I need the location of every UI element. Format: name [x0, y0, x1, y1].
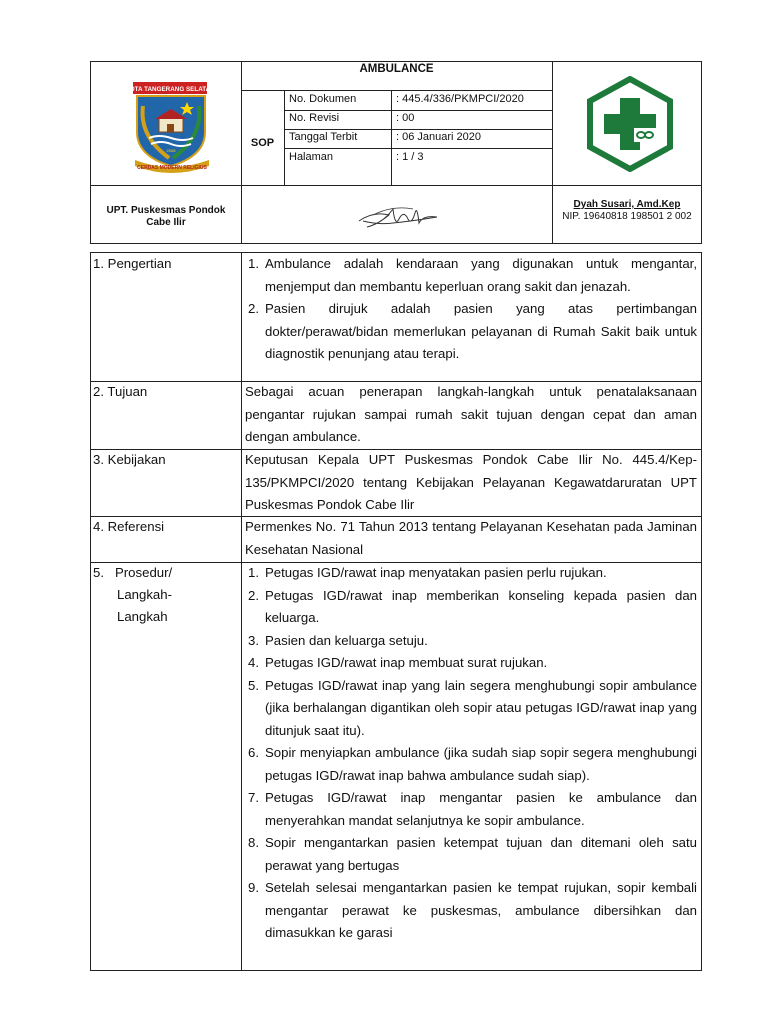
field-value-no-revisi: : 00 — [396, 112, 415, 124]
field-value-tanggal-terbit: : 06 Januari 2020 — [396, 131, 482, 143]
list-item: 7. Petugas IGD/rawat inap mengantar pasien ke ambulance dan menyerahkan mandat selanjutnya ke sopir ambulance. — [248, 790, 697, 828]
sop-label: SOP — [250, 137, 275, 149]
city-emblem-logo — [129, 76, 215, 176]
field-value-no-dokumen: : 445.4/336/PKMPCI/2020 — [396, 93, 524, 105]
signer-nip: NIP. 19640818 198501 2 002 — [562, 211, 692, 222]
section-label-prosedur-line2: Langkah- — [117, 587, 172, 602]
section-label-prosedur-line3: Langkah — [117, 609, 168, 624]
section-content-prosedur — [245, 562, 697, 945]
section-content-pengertian — [245, 253, 697, 381]
list-item: 2. Pasien dirujuk adalah pasien yang atas pertimbangan dokter/perawat/bidan memerlukan pelayanan di Rumah Sakit baik untuk diagnostik penunjang atau terapi. — [248, 301, 697, 361]
section-label-prosedur: 5. Prosedur/ — [93, 565, 173, 580]
list-item: 1. Ambulance adalah kendaraan yang digunakan untuk mengantar, menjemput dan membantu keperluan orang sakit dan jenazah. — [248, 256, 697, 294]
section-content-kebijakan: Keputusan Kepala UPT Puskesmas Pondok Cabe Ilir No. 445.4/Kep-135/PKMPCI/2020 tentang Kebijakan Pelayanan Kegawatdaruratan UPT Puskesmas Pondok Cabe Ilir — [245, 452, 697, 512]
header-divider — [284, 129, 552, 130]
list-item: 4. Petugas IGD/rawat inap membuat surat rujukan. — [248, 655, 548, 670]
field-label-tanggal-terbit: Tanggal Terbit — [289, 131, 358, 143]
header-divider — [284, 148, 552, 149]
sop-content-table — [90, 252, 702, 971]
field-label-no-revisi: No. Revisi — [289, 112, 340, 124]
section-label-pengertian: 1. Pengertian — [93, 256, 172, 271]
field-value-halaman: : 1 / 3 — [396, 151, 424, 163]
list-item: 2. Petugas IGD/rawat inap memberikan konseling kepada pasien dan keluarga. — [248, 587, 697, 625]
field-label-halaman: Halaman — [289, 151, 334, 163]
org-name-line1: UPT. Puskesmas Pondok — [106, 205, 226, 216]
field-label-no-dokumen: No. Dokumen — [289, 93, 357, 105]
list-item: 3. Pasien dan keluarga setuju. — [248, 632, 428, 648]
list-item: 8. Sopir mengantarkan pasien ketempat tujuan dan ditemani oleh satu perawat yang bertugas — [248, 835, 697, 873]
org-name-line2: Cabe Ilir — [146, 217, 186, 228]
header-divider — [391, 90, 392, 185]
header-divider — [284, 90, 285, 185]
list-item: 1. Petugas IGD/rawat inap menyatakan pasien perlu rujukan. — [248, 565, 607, 580]
list-item: 9. Setelah selesai mengantarkan pasien ke tempat rujukan, sopir kembali mengantar perawat ke puskesmas, ambulance dibersihkan dan dimasukkan ke garasi — [248, 880, 697, 940]
handwritten-signature — [353, 197, 443, 237]
section-label-tujuan: 2. Tujuan — [93, 384, 148, 399]
table-divider — [241, 253, 242, 970]
section-content-referensi: Permenkes No. 71 Tahun 2013 tentang Pelayanan Kesehatan pada Jaminan Kesehatan Nasional — [245, 519, 697, 557]
emblem-banner-text: KOTA TANGERANG SELATAN — [129, 86, 215, 93]
document-header — [90, 61, 702, 244]
section-label-kebijakan: 3. Kebijakan — [93, 452, 166, 467]
list-item: 5. Petugas IGD/rawat inap yang lain segera menghubungi sopir ambulance (jika berhalangan digantikan oleh sopir atau petugas IGD/rawat inap yang ditunjuk saat itu). — [248, 677, 697, 738]
header-divider — [91, 185, 701, 186]
list-item: 6. Sopir menyiapkan ambulance (jika sudah siap sopir segera menghubungi petugas IGD/rawat inap bahwa ambulance sudah siap). — [248, 745, 697, 783]
section-label-referensi: 4. Referensi — [93, 519, 165, 534]
puskesmas-logo — [582, 76, 678, 172]
section-content-tujuan: Sebagai acuan penerapan langkah-langkah untuk penatalaksanaan pengantar rujukan sampai rumah sakit tujuan dengan cepat dan aman dengan ambulance. — [245, 384, 697, 444]
emblem-motto-text: CERDAS MODERN RELIGIUS — [137, 165, 207, 171]
signer-name: Dyah Susari, Amd.Kep — [573, 199, 681, 210]
header-divider — [241, 90, 552, 91]
emblem-year-text: 2008 — [166, 148, 176, 153]
header-divider — [284, 110, 552, 111]
document-title: AMBULANCE — [359, 63, 434, 75]
